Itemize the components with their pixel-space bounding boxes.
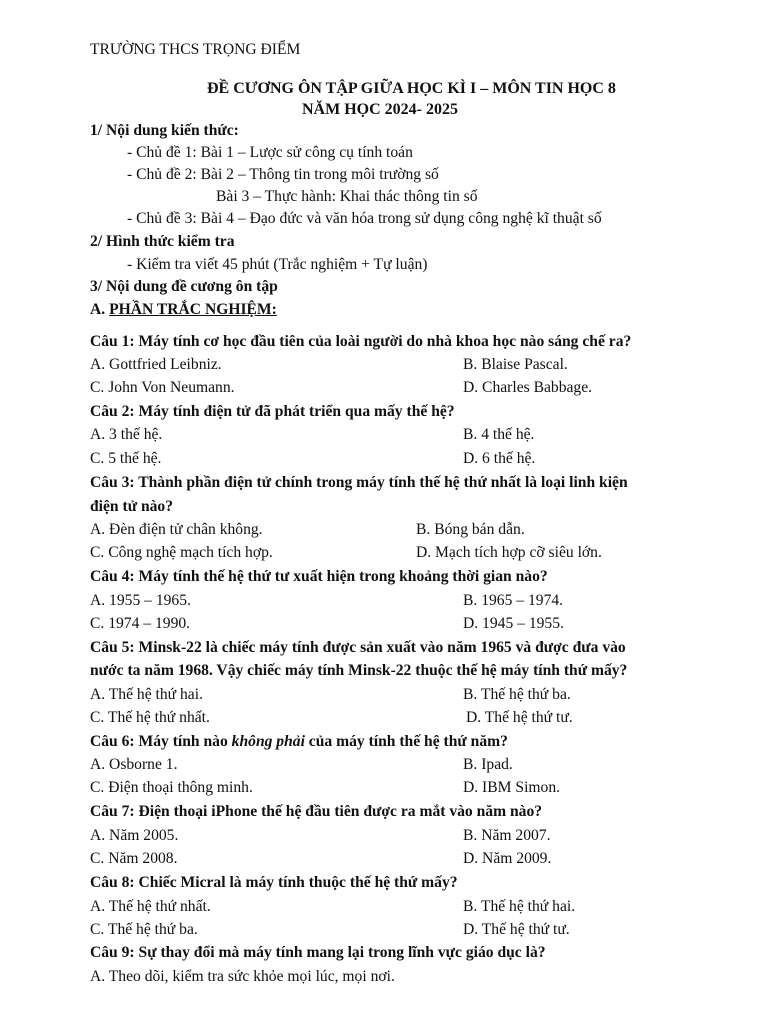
q2-option-b: B. 4 thế hệ. (463, 426, 535, 443)
q4-option-d: D. 1945 – 1955. (463, 615, 564, 632)
question-6-post: của máy tính thế hệ thứ năm? (304, 733, 508, 750)
q8-option-d: D. Thế hệ thứ tư. (463, 921, 570, 938)
q6-option-b: B. Ipad. (463, 756, 513, 773)
q3-option-a: A. Đèn điện tử chân không. (90, 521, 263, 538)
question-7: Câu 7: Điện thoại iPhone thế hệ đầu tiên được ra mắt vào năm nào? (90, 803, 543, 820)
q4-option-c: C. 1974 – 1990. (90, 615, 191, 632)
question-9: Câu 9: Sự thay đổi mà máy tính mang lại trong lĩnh vực giáo dục là? (90, 944, 546, 961)
part-a-heading (90, 300, 277, 320)
question-4: Câu 4: Máy tính thế hệ thứ tư xuất hiện trong khoảng thời gian nào? (90, 568, 548, 585)
question-3-line-1: Câu 3: Thành phần điện tử chính trong máy tính thế hệ thứ nhất là loại linh kiện (90, 474, 628, 491)
q3-option-b: B. Bóng bán dẫn. (416, 521, 525, 538)
question-5-line-1: Câu 5: Minsk-22 là chiếc máy tính được sản xuất vào năm 1965 và được đưa vào (90, 639, 626, 656)
question-6 (90, 732, 508, 752)
part-a-prefix: A. (90, 301, 110, 318)
section-3-heading: 3/ Nội dung đề cương ôn tập (90, 278, 278, 295)
topic-2-lesson-3: Bài 3 – Thực hành: Khai thác thông tin số (216, 188, 478, 205)
question-2: Câu 2: Máy tính điện tử đã phát triển qua mấy thế hệ? (90, 403, 455, 420)
question-8: Câu 8: Chiếc Micral là máy tính thuộc thế hệ thứ mấy? (90, 874, 458, 891)
q6-option-c: C. Điện thoại thông minh. (90, 779, 253, 796)
q5-option-b: B. Thế hệ thứ ba. (463, 686, 571, 703)
q8-option-b: B. Thế hệ thứ hai. (463, 898, 576, 915)
topic-1: - Chủ đề 1: Bài 1 – Lược sử công cụ tính toán (127, 144, 413, 161)
question-5-line-2: nước ta năm 1968. Vậy chiếc máy tính Minsk-22 thuộc thế hệ máy tính thứ mấy? (90, 662, 628, 679)
topic-2: - Chủ đề 2: Bài 2 – Thông tin trong môi trường số (127, 166, 439, 183)
q8-option-a: A. Thế hệ thứ nhất. (90, 898, 211, 915)
q6-option-d: D. IBM Simon. (463, 779, 561, 796)
q2-option-d: D. 6 thế hệ. (463, 450, 536, 467)
school-year: NĂM HỌC 2024- 2025 (302, 101, 458, 118)
q6-option-a: A. Osborne 1. (90, 756, 178, 773)
q5-option-d: D. Thế hệ thứ tư. (466, 709, 573, 726)
q5-option-c: C. Thế hệ thứ nhất. (90, 709, 210, 726)
q4-option-a: A. 1955 – 1965. (90, 592, 191, 609)
topic-3: - Chủ đề 3: Bài 4 – Đạo đức và văn hóa trong sử dụng công nghệ kĩ thuật số (127, 210, 602, 227)
q9-option-a: A. Theo dõi, kiểm tra sức khỏe mọi lúc, mọi nơi. (90, 968, 395, 985)
exam-format: - Kiểm tra viết 45 phút (Trắc nghiệm + Tự luận) (127, 256, 428, 273)
section-2-heading: 2/ Hình thức kiểm tra (90, 233, 235, 250)
q8-option-c: C. Thế hệ thứ ba. (90, 921, 198, 938)
q1-option-a: A. Gottfried Leibniz. (90, 356, 222, 373)
q1-option-b: B. Blaise Pascal. (463, 356, 568, 373)
q4-option-b: B. 1965 – 1974. (463, 592, 564, 609)
part-a-title: PHẦN TRẮC NGHIỆM: (109, 301, 277, 318)
question-6-pre: Câu 6: Máy tính nào (90, 733, 232, 750)
q1-option-c: C. John Von Neumann. (90, 379, 235, 396)
q7-option-b: B. Năm 2007. (463, 827, 551, 844)
question-1: Câu 1: Máy tính cơ học đầu tiên của loài người do nhà khoa học nào sáng chế ra? (90, 333, 632, 350)
question-6-emphasis: không phải (231, 733, 305, 750)
q7-option-a: A. Năm 2005. (90, 827, 179, 844)
q7-option-d: D. Năm 2009. (463, 850, 552, 867)
document-title: ĐỀ CƯƠNG ÔN TẬP GIỮA HỌC KÌ I – MÔN TIN HỌC 8 (207, 80, 616, 97)
q5-option-a: A. Thế hệ thứ hai. (90, 686, 203, 703)
school-name: TRƯỜNG THCS TRỌNG ĐIỂM (90, 41, 301, 58)
question-3-line-2: điện tử nào? (90, 498, 174, 515)
q1-option-d: D. Charles Babbage. (463, 379, 593, 396)
section-1-heading: 1/ Nội dung kiến thức: (90, 122, 239, 139)
q2-option-a: A. 3 thế hệ. (90, 426, 163, 443)
q3-option-c: C. Công nghệ mạch tích hợp. (90, 544, 273, 561)
q2-option-c: C. 5 thế hệ. (90, 450, 162, 467)
q7-option-c: C. Năm 2008. (90, 850, 178, 867)
q3-option-d: D. Mạch tích hợp cỡ siêu lớn. (416, 544, 602, 561)
